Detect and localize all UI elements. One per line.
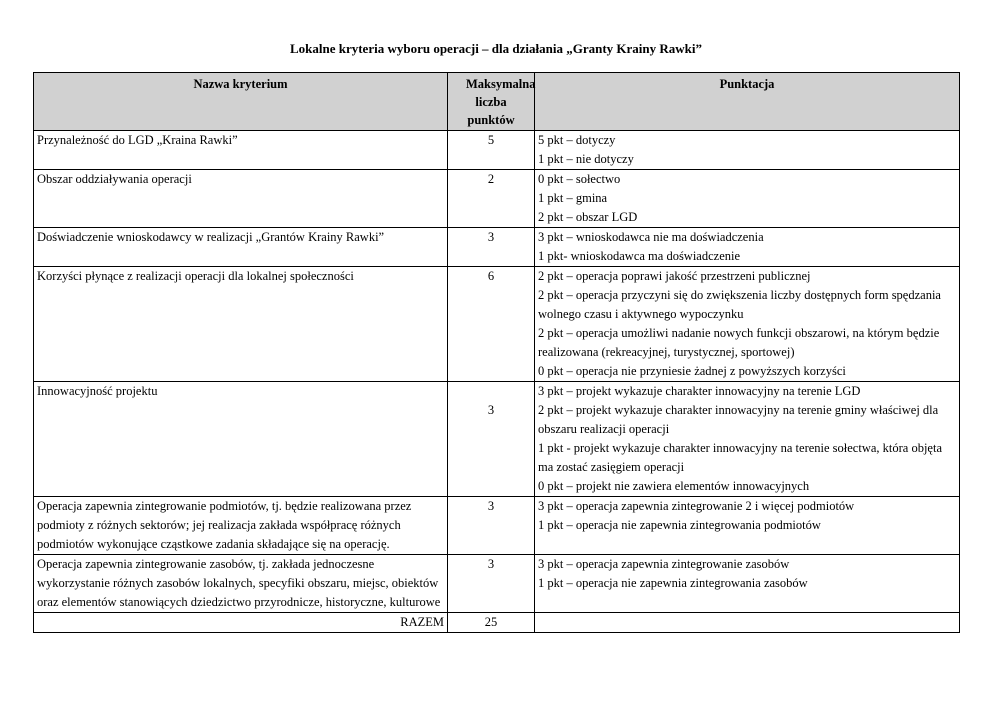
- scoring-line: 2 pkt – operacja poprawi jakość przestrzeni publicznej: [538, 269, 811, 283]
- table-row: [34, 170, 960, 228]
- criterion-scoring: [535, 382, 960, 497]
- criteria-table: [33, 72, 960, 633]
- scoring-line: 0 pkt – sołectwo: [538, 172, 621, 186]
- header-max-points: Maksymalna liczba punktów: [448, 73, 535, 131]
- header-scoring: Punktacja: [535, 73, 960, 131]
- scoring-line: 2 pkt – operacja umożliwi nadanie nowych funkcji obszarowi, na którym będzie realizowana (rekreacyjnej, turystycznej, sportowej): [538, 326, 940, 359]
- table-row: [34, 555, 960, 613]
- criterion-name: Przynależność do LGD „Kraina Rawki”: [34, 131, 448, 170]
- criterion-scoring: [535, 228, 960, 267]
- criterion-max-points: 3: [448, 228, 535, 267]
- header-criterion-name: Nazwa kryterium: [34, 73, 448, 131]
- scoring-line: 0 pkt – operacja nie przyniesie żadnej z powyższych korzyści: [538, 364, 846, 378]
- scoring-line: 5 pkt – dotyczy: [538, 133, 616, 147]
- criterion-name: Operacja zapewnia zintegrowanie podmiotów, tj. będzie realizowana przez podmioty z różnych sektorów; jej realizacja zakłada współpracę różnych podmiotów wykonujące cząstkowe zadania składające się na operację.: [34, 497, 448, 555]
- total-empty-cell: [535, 613, 960, 633]
- criterion-name: Operacja zapewnia zintegrowanie zasobów, tj. zakłada jednoczesne wykorzystanie różnych zasobów lokalnych, specyfiki obszaru, miejsc, obiektów oraz elementów stanowiących dziedzictwo przyrodnicze, historyczne, kulturowe: [34, 555, 448, 613]
- scoring-line: 0 pkt – projekt nie zawiera elementów innowacyjnych: [538, 479, 810, 493]
- document-title: Lokalne kryteria wyboru operacji – dla działania „Granty Krainy Rawki”: [289, 41, 703, 56]
- total-value: 25: [448, 613, 535, 633]
- scoring-line: 1 pkt – nie dotyczy: [538, 152, 634, 166]
- criterion-max-points: 3: [448, 382, 535, 497]
- criterion-scoring: [535, 131, 960, 170]
- scoring-line: 3 pkt – operacja zapewnia zintegrowanie zasobów: [538, 557, 790, 571]
- table-row: [34, 228, 960, 267]
- criterion-name: Obszar oddziaływania operacji: [34, 170, 448, 228]
- criterion-scoring: [535, 267, 960, 382]
- criterion-max-points: 3: [448, 497, 535, 555]
- scoring-line: 2 pkt – obszar LGD: [538, 210, 638, 224]
- criterion-max-points: 6: [448, 267, 535, 382]
- criterion-max-points: 2: [448, 170, 535, 228]
- table-total-row: [34, 613, 960, 633]
- scoring-line: 2 pkt – projekt wykazuje charakter innowacyjny na terenie gminy właściwej dla obszaru realizacji operacji: [538, 403, 939, 436]
- table-row: [34, 497, 960, 555]
- criterion-max-points: 5: [448, 131, 535, 170]
- criterion-scoring: [535, 497, 960, 555]
- total-label: RAZEM: [34, 613, 448, 633]
- scoring-line: 1 pkt – operacja nie zapewnia zintegrowania zasobów: [538, 576, 808, 590]
- scoring-line: 3 pkt – projekt wykazuje charakter innowacyjny na terenie LGD: [538, 384, 861, 398]
- scoring-line: 3 pkt – wnioskodawca nie ma doświadczenia: [538, 230, 764, 244]
- criterion-name: Korzyści płynące z realizacji operacji dla lokalnej społeczności: [34, 267, 448, 382]
- scoring-line: 1 pkt – gmina: [538, 191, 608, 205]
- scoring-line: 1 pkt- wnioskodawca ma doświadczenie: [538, 249, 741, 263]
- criterion-scoring: [535, 555, 960, 613]
- scoring-line: 1 pkt - projekt wykazuje charakter innowacyjny na terenie sołectwa, która objęta ma zostać zasięgiem operacji: [538, 441, 943, 474]
- table-row: [34, 267, 960, 382]
- table-row: [34, 382, 960, 497]
- scoring-line: 3 pkt – operacja zapewnia zintegrowanie 2 i więcej podmiotów: [538, 499, 855, 513]
- criterion-name: Innowacyjność projektu: [34, 382, 448, 497]
- criterion-max-points: 3: [448, 555, 535, 613]
- table-header-row: [34, 73, 960, 131]
- criterion-name: Doświadczenie wnioskodawcy w realizacji „Grantów Krainy Rawki”: [34, 228, 448, 267]
- scoring-line: 2 pkt – operacja przyczyni się do zwiększenia liczby dostępnych form spędzania wolnego czasu i aktywnego wypoczynku: [538, 288, 941, 321]
- criterion-scoring: [535, 170, 960, 228]
- scoring-line: 1 pkt – operacja nie zapewnia zintegrowania podmiotów: [538, 518, 821, 532]
- table-row: [34, 131, 960, 170]
